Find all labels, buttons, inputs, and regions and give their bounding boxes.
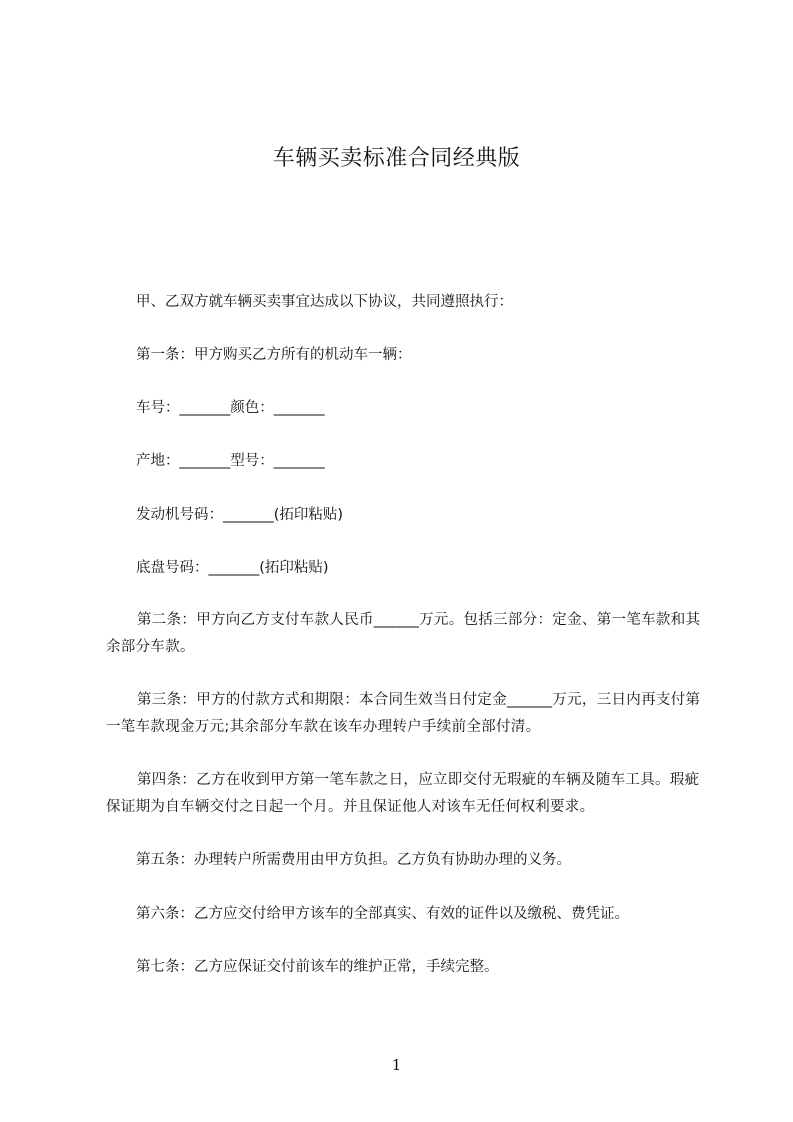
field-chassis-number: 底盘号码：_______(拓印粘贴) <box>136 560 329 576</box>
article-3: 第三条：甲方的付款方式和期限：本合同生效当日付定金______万元，三日内再支付第一笔车款现金万元;其余部分车款在该车办理转户手续前全部付清。 <box>106 692 701 735</box>
article-7: 第七条：乙方应保证交付前该车的维护正常，手续完整。 <box>136 959 499 975</box>
document-title: 车辆买卖标准合同经典版 <box>272 146 521 171</box>
article-4: 第四条：乙方在收到甲方第一笔车款之日，应立即交付无瑕疵的车辆及随车工具。瑕疵保证期为自车辆交付之日起一个月。并且保证他人对该车无任何权利要求。 <box>106 772 700 815</box>
article-6: 第六条：乙方应交付给甲方该车的全部真实、有效的证件以及缴税、费凭证。 <box>136 906 629 922</box>
page-number: 1 <box>391 1056 402 1074</box>
field-plate-color: 车号：_______颜色：_______ <box>136 400 325 416</box>
article-1: 第一条：甲方购买乙方所有的机动车一辆： <box>136 347 412 363</box>
article-2: 第二条：甲方向乙方支付车款人民币______万元。包括三部分：定金、第一笔车款和其余部分车款。 <box>106 612 701 655</box>
intro-text: 甲、乙双方就车辆买卖事宜达成以下协议，共同遵照执行： <box>136 294 513 310</box>
field-engine-number: 发动机号码：_______(拓印粘贴) <box>136 507 344 523</box>
article-5: 第五条：办理转户所需费用由甲方负担。乙方负有协助办理的义务。 <box>136 852 571 868</box>
field-origin-model: 产地：_______型号：_______ <box>136 453 325 469</box>
